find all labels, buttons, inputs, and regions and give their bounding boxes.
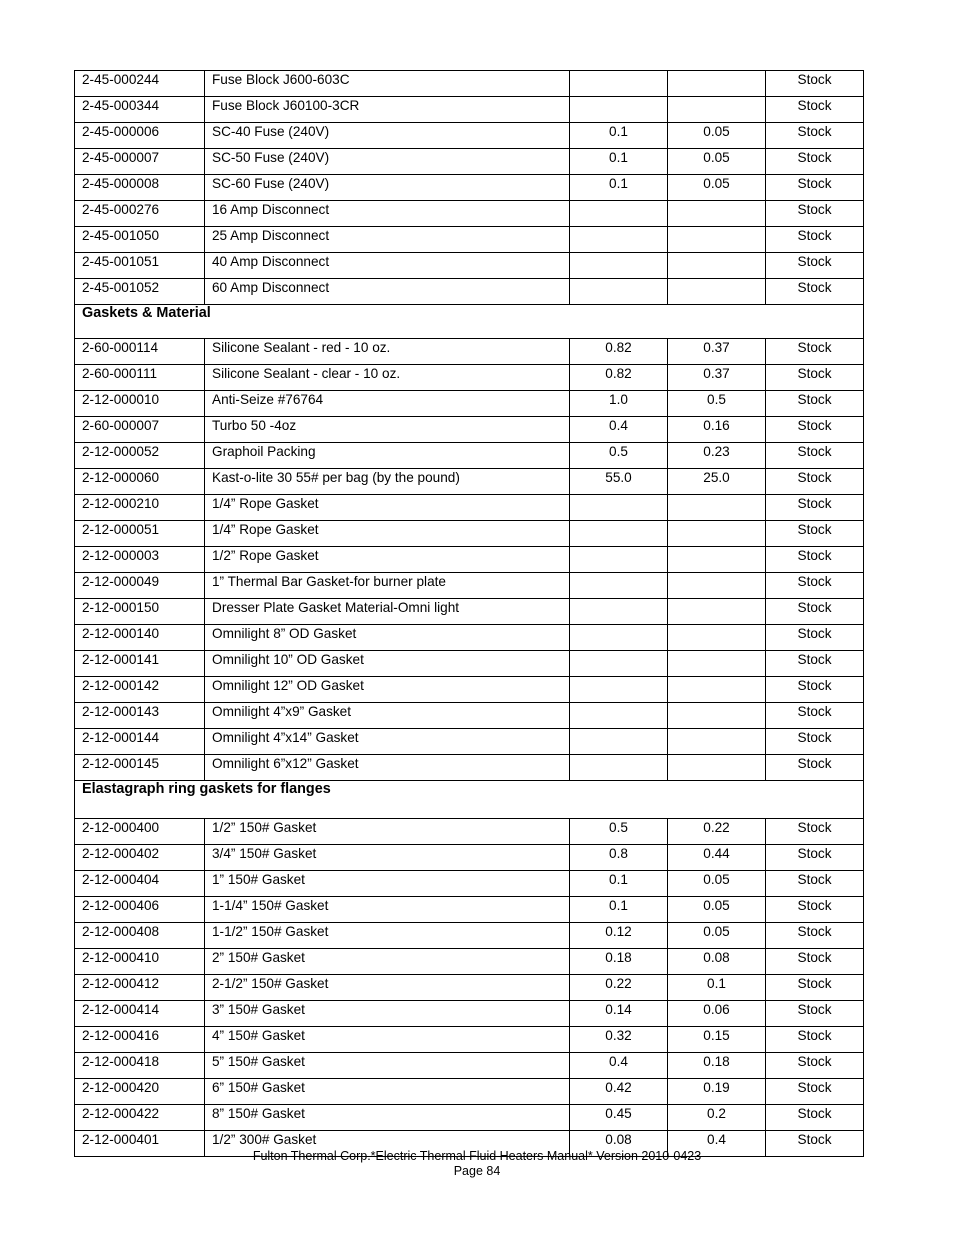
table-row	[75, 1001, 864, 1027]
part-number-cell: 2-60-000114	[75, 339, 205, 365]
value-a-cell	[570, 71, 668, 97]
description-cell: Silicone Sealant - red - 10 oz.	[205, 339, 570, 365]
value-a-cell	[570, 651, 668, 677]
table-row	[75, 443, 864, 469]
part-number-cell: 2-12-000410	[75, 949, 205, 975]
table-row	[75, 175, 864, 201]
part-number-cell: 2-45-000007	[75, 149, 205, 175]
table-row	[75, 469, 864, 495]
value-b-cell	[668, 703, 766, 729]
value-b-cell: 0.2	[668, 1105, 766, 1131]
table-row	[75, 253, 864, 279]
value-a-cell: 0.18	[570, 949, 668, 975]
value-a-cell	[570, 625, 668, 651]
table-row	[75, 521, 864, 547]
table-row	[75, 391, 864, 417]
part-number-cell: 2-45-000008	[75, 175, 205, 201]
value-a-cell: 0.1	[570, 149, 668, 175]
part-number-cell: 2-12-000416	[75, 1027, 205, 1053]
status-cell: Stock	[766, 599, 864, 625]
value-a-cell	[570, 547, 668, 573]
part-number-cell: 2-12-000401	[75, 1131, 205, 1157]
description-cell: 4” 150# Gasket	[205, 1027, 570, 1053]
parts-table-body	[75, 71, 864, 1157]
status-cell: Stock	[766, 949, 864, 975]
table-row	[75, 201, 864, 227]
value-a-cell	[570, 227, 668, 253]
value-b-cell: 0.23	[668, 443, 766, 469]
value-a-cell: 55.0	[570, 469, 668, 495]
value-b-cell: 0.1	[668, 975, 766, 1001]
value-b-cell: 0.37	[668, 365, 766, 391]
table-row	[75, 1027, 864, 1053]
description-cell: Omnilight 10” OD Gasket	[205, 651, 570, 677]
value-b-cell: 0.05	[668, 123, 766, 149]
table-row	[75, 755, 864, 781]
table-row	[75, 71, 864, 97]
table-row	[75, 897, 864, 923]
parts-table	[74, 70, 864, 1157]
value-a-cell: 0.22	[570, 975, 668, 1001]
status-cell: Stock	[766, 71, 864, 97]
status-cell: Stock	[766, 1079, 864, 1105]
footer-page-number: Page 84	[453, 1164, 501, 1178]
description-cell: 2-1/2” 150# Gasket	[205, 975, 570, 1001]
section-title: Gaskets & Material	[75, 305, 864, 339]
value-b-cell	[668, 71, 766, 97]
value-b-cell	[668, 97, 766, 123]
part-number-cell: 2-12-000402	[75, 845, 205, 871]
table-row	[75, 123, 864, 149]
table-row	[75, 975, 864, 1001]
part-number-cell: 2-12-000400	[75, 819, 205, 845]
description-cell: 1/2” 300# Gasket	[205, 1131, 570, 1157]
part-number-cell: 2-60-000111	[75, 365, 205, 391]
value-b-cell: 25.0	[668, 469, 766, 495]
table-row	[75, 227, 864, 253]
table-row	[75, 625, 864, 651]
table-row	[75, 339, 864, 365]
value-a-cell	[570, 599, 668, 625]
status-cell: Stock	[766, 897, 864, 923]
value-a-cell: 0.42	[570, 1079, 668, 1105]
table-row	[75, 651, 864, 677]
status-cell: Stock	[766, 521, 864, 547]
status-cell: Stock	[766, 1131, 864, 1157]
section-header-row	[75, 305, 864, 339]
value-a-cell	[570, 573, 668, 599]
section-header-row	[75, 781, 864, 819]
description-cell: SC-60 Fuse (240V)	[205, 175, 570, 201]
part-number-cell: 2-12-000051	[75, 521, 205, 547]
status-cell: Stock	[766, 1001, 864, 1027]
part-number-cell: 2-45-001052	[75, 279, 205, 305]
value-b-cell: 0.15	[668, 1027, 766, 1053]
value-a-cell	[570, 729, 668, 755]
value-a-cell	[570, 253, 668, 279]
status-cell: Stock	[766, 1027, 864, 1053]
status-cell: Stock	[766, 123, 864, 149]
status-cell: Stock	[766, 677, 864, 703]
value-a-cell: 0.1	[570, 897, 668, 923]
value-a-cell: 1.0	[570, 391, 668, 417]
part-number-cell: 2-12-000140	[75, 625, 205, 651]
description-cell: Omnilight 8” OD Gasket	[205, 625, 570, 651]
value-a-cell: 0.1	[570, 871, 668, 897]
value-b-cell: 0.22	[668, 819, 766, 845]
value-a-cell: 0.5	[570, 443, 668, 469]
status-cell: Stock	[766, 469, 864, 495]
status-cell: Stock	[766, 573, 864, 599]
part-number-cell: 2-45-000244	[75, 71, 205, 97]
table-row	[75, 573, 864, 599]
part-number-cell: 2-12-000406	[75, 897, 205, 923]
value-b-cell: 0.19	[668, 1079, 766, 1105]
description-cell: Anti-Seize #76764	[205, 391, 570, 417]
part-number-cell: 2-45-000276	[75, 201, 205, 227]
value-b-cell: 0.16	[668, 417, 766, 443]
value-b-cell: 0.08	[668, 949, 766, 975]
part-number-cell: 2-12-000422	[75, 1105, 205, 1131]
status-cell: Stock	[766, 149, 864, 175]
value-a-cell	[570, 521, 668, 547]
value-a-cell: 0.8	[570, 845, 668, 871]
description-cell: 1/2” Rope Gasket	[205, 547, 570, 573]
value-a-cell	[570, 677, 668, 703]
part-number-cell: 2-12-000404	[75, 871, 205, 897]
status-cell: Stock	[766, 871, 864, 897]
value-b-cell	[668, 651, 766, 677]
part-number-cell: 2-12-000049	[75, 573, 205, 599]
table-row	[75, 1079, 864, 1105]
value-b-cell	[668, 227, 766, 253]
value-a-cell: 0.45	[570, 1105, 668, 1131]
table-row	[75, 1053, 864, 1079]
table-row	[75, 365, 864, 391]
description-cell: 8” 150# Gasket	[205, 1105, 570, 1131]
part-number-cell: 2-45-001050	[75, 227, 205, 253]
page-footer	[0, 1149, 954, 1179]
status-cell: Stock	[766, 253, 864, 279]
part-number-cell: 2-12-000003	[75, 547, 205, 573]
status-cell: Stock	[766, 201, 864, 227]
value-a-cell: 0.5	[570, 819, 668, 845]
description-cell: Graphoil Packing	[205, 443, 570, 469]
section-title: Elastagraph ring gaskets for flanges	[75, 781, 864, 819]
description-cell: Omnilight 12” OD Gasket	[205, 677, 570, 703]
value-b-cell	[668, 547, 766, 573]
part-number-cell: 2-12-000142	[75, 677, 205, 703]
part-number-cell: 2-12-000052	[75, 443, 205, 469]
footer-manual-title: Fulton Thermal Corp.*Electric Thermal Fluid Heaters Manual* Version 2010-0423	[252, 1149, 702, 1163]
description-cell: Turbo 50 -4oz	[205, 417, 570, 443]
description-cell: 16 Amp Disconnect	[205, 201, 570, 227]
value-b-cell	[668, 755, 766, 781]
part-number-cell: 2-12-000150	[75, 599, 205, 625]
status-cell: Stock	[766, 339, 864, 365]
value-b-cell: 0.05	[668, 923, 766, 949]
part-number-cell: 2-12-000414	[75, 1001, 205, 1027]
table-row	[75, 677, 864, 703]
status-cell: Stock	[766, 97, 864, 123]
value-b-cell	[668, 729, 766, 755]
value-b-cell	[668, 253, 766, 279]
description-cell: 3” 150# Gasket	[205, 1001, 570, 1027]
description-cell: 60 Amp Disconnect	[205, 279, 570, 305]
description-cell: 1/2” 150# Gasket	[205, 819, 570, 845]
table-row	[75, 495, 864, 521]
status-cell: Stock	[766, 227, 864, 253]
value-a-cell: 0.82	[570, 339, 668, 365]
description-cell: 1” Thermal Bar Gasket-for burner plate	[205, 573, 570, 599]
part-number-cell: 2-45-000344	[75, 97, 205, 123]
description-cell: SC-40 Fuse (240V)	[205, 123, 570, 149]
description-cell: 5” 150# Gasket	[205, 1053, 570, 1079]
status-cell: Stock	[766, 729, 864, 755]
status-cell: Stock	[766, 819, 864, 845]
description-cell: 1-1/4” 150# Gasket	[205, 897, 570, 923]
description-cell: 1/4” Rope Gasket	[205, 521, 570, 547]
part-number-cell: 2-12-000210	[75, 495, 205, 521]
value-b-cell	[668, 677, 766, 703]
part-number-cell: 2-12-000010	[75, 391, 205, 417]
status-cell: Stock	[766, 365, 864, 391]
table-row	[75, 729, 864, 755]
part-number-cell: 2-12-000145	[75, 755, 205, 781]
table-row	[75, 819, 864, 845]
description-cell: Kast-o-lite 30 55# per bag (by the pound)	[205, 469, 570, 495]
table-row	[75, 703, 864, 729]
value-a-cell: 0.12	[570, 923, 668, 949]
value-b-cell: 0.06	[668, 1001, 766, 1027]
status-cell: Stock	[766, 279, 864, 305]
part-number-cell: 2-12-000412	[75, 975, 205, 1001]
status-cell: Stock	[766, 625, 864, 651]
description-cell: 40 Amp Disconnect	[205, 253, 570, 279]
part-number-cell: 2-60-000007	[75, 417, 205, 443]
table-row	[75, 1105, 864, 1131]
table-row	[75, 279, 864, 305]
value-b-cell	[668, 573, 766, 599]
value-a-cell: 0.1	[570, 123, 668, 149]
status-cell: Stock	[766, 923, 864, 949]
description-cell: 1” 150# Gasket	[205, 871, 570, 897]
part-number-cell: 2-12-000143	[75, 703, 205, 729]
value-a-cell	[570, 97, 668, 123]
table-row	[75, 871, 864, 897]
value-a-cell	[570, 201, 668, 227]
status-cell: Stock	[766, 1053, 864, 1079]
value-b-cell	[668, 599, 766, 625]
value-a-cell	[570, 279, 668, 305]
value-b-cell: 0.05	[668, 871, 766, 897]
part-number-cell: 2-45-000006	[75, 123, 205, 149]
status-cell: Stock	[766, 755, 864, 781]
part-number-cell: 2-12-000420	[75, 1079, 205, 1105]
value-a-cell: 0.82	[570, 365, 668, 391]
status-cell: Stock	[766, 495, 864, 521]
description-cell: Fuse Block J60100-3CR	[205, 97, 570, 123]
value-a-cell: 0.32	[570, 1027, 668, 1053]
description-cell: Silicone Sealant - clear - 10 oz.	[205, 365, 570, 391]
part-number-cell: 2-12-000144	[75, 729, 205, 755]
part-number-cell: 2-12-000060	[75, 469, 205, 495]
part-number-cell: 2-45-001051	[75, 253, 205, 279]
description-cell: 1/4” Rope Gasket	[205, 495, 570, 521]
status-cell: Stock	[766, 175, 864, 201]
status-cell: Stock	[766, 651, 864, 677]
description-cell: 6” 150# Gasket	[205, 1079, 570, 1105]
description-cell: Omnilight 4”x9” Gasket	[205, 703, 570, 729]
value-b-cell	[668, 495, 766, 521]
status-cell: Stock	[766, 391, 864, 417]
value-b-cell: 0.44	[668, 845, 766, 871]
status-cell: Stock	[766, 547, 864, 573]
table-row	[75, 97, 864, 123]
value-a-cell: 0.4	[570, 417, 668, 443]
status-cell: Stock	[766, 845, 864, 871]
value-b-cell: 0.37	[668, 339, 766, 365]
value-b-cell	[668, 625, 766, 651]
status-cell: Stock	[766, 1105, 864, 1131]
description-cell: SC-50 Fuse (240V)	[205, 149, 570, 175]
value-b-cell	[668, 201, 766, 227]
description-cell: 3/4” 150# Gasket	[205, 845, 570, 871]
status-cell: Stock	[766, 975, 864, 1001]
status-cell: Stock	[766, 703, 864, 729]
table-row	[75, 845, 864, 871]
description-cell: 2” 150# Gasket	[205, 949, 570, 975]
table-row	[75, 599, 864, 625]
value-b-cell: 0.05	[668, 149, 766, 175]
value-a-cell: 0.14	[570, 1001, 668, 1027]
value-b-cell: 0.05	[668, 175, 766, 201]
part-number-cell: 2-12-000408	[75, 923, 205, 949]
value-b-cell	[668, 521, 766, 547]
description-cell: 1-1/2” 150# Gasket	[205, 923, 570, 949]
description-cell: Dresser Plate Gasket Material-Omni light	[205, 599, 570, 625]
value-a-cell	[570, 755, 668, 781]
value-b-cell: 0.18	[668, 1053, 766, 1079]
table-row	[75, 417, 864, 443]
table-row	[75, 923, 864, 949]
value-a-cell: 0.4	[570, 1053, 668, 1079]
value-a-cell	[570, 703, 668, 729]
value-b-cell	[668, 279, 766, 305]
table-row	[75, 949, 864, 975]
status-cell: Stock	[766, 417, 864, 443]
value-b-cell: 0.05	[668, 897, 766, 923]
status-cell: Stock	[766, 443, 864, 469]
value-b-cell: 0.5	[668, 391, 766, 417]
description-cell: Fuse Block J600-603C	[205, 71, 570, 97]
value-a-cell	[570, 495, 668, 521]
description-cell: Omnilight 4”x14” Gasket	[205, 729, 570, 755]
value-a-cell: 0.08	[570, 1131, 668, 1157]
table-row	[75, 547, 864, 573]
part-number-cell: 2-12-000141	[75, 651, 205, 677]
table-row	[75, 149, 864, 175]
part-number-cell: 2-12-000418	[75, 1053, 205, 1079]
description-cell: Omnilight 6”x12” Gasket	[205, 755, 570, 781]
value-b-cell: 0.4	[668, 1131, 766, 1157]
value-a-cell: 0.1	[570, 175, 668, 201]
description-cell: 25 Amp Disconnect	[205, 227, 570, 253]
